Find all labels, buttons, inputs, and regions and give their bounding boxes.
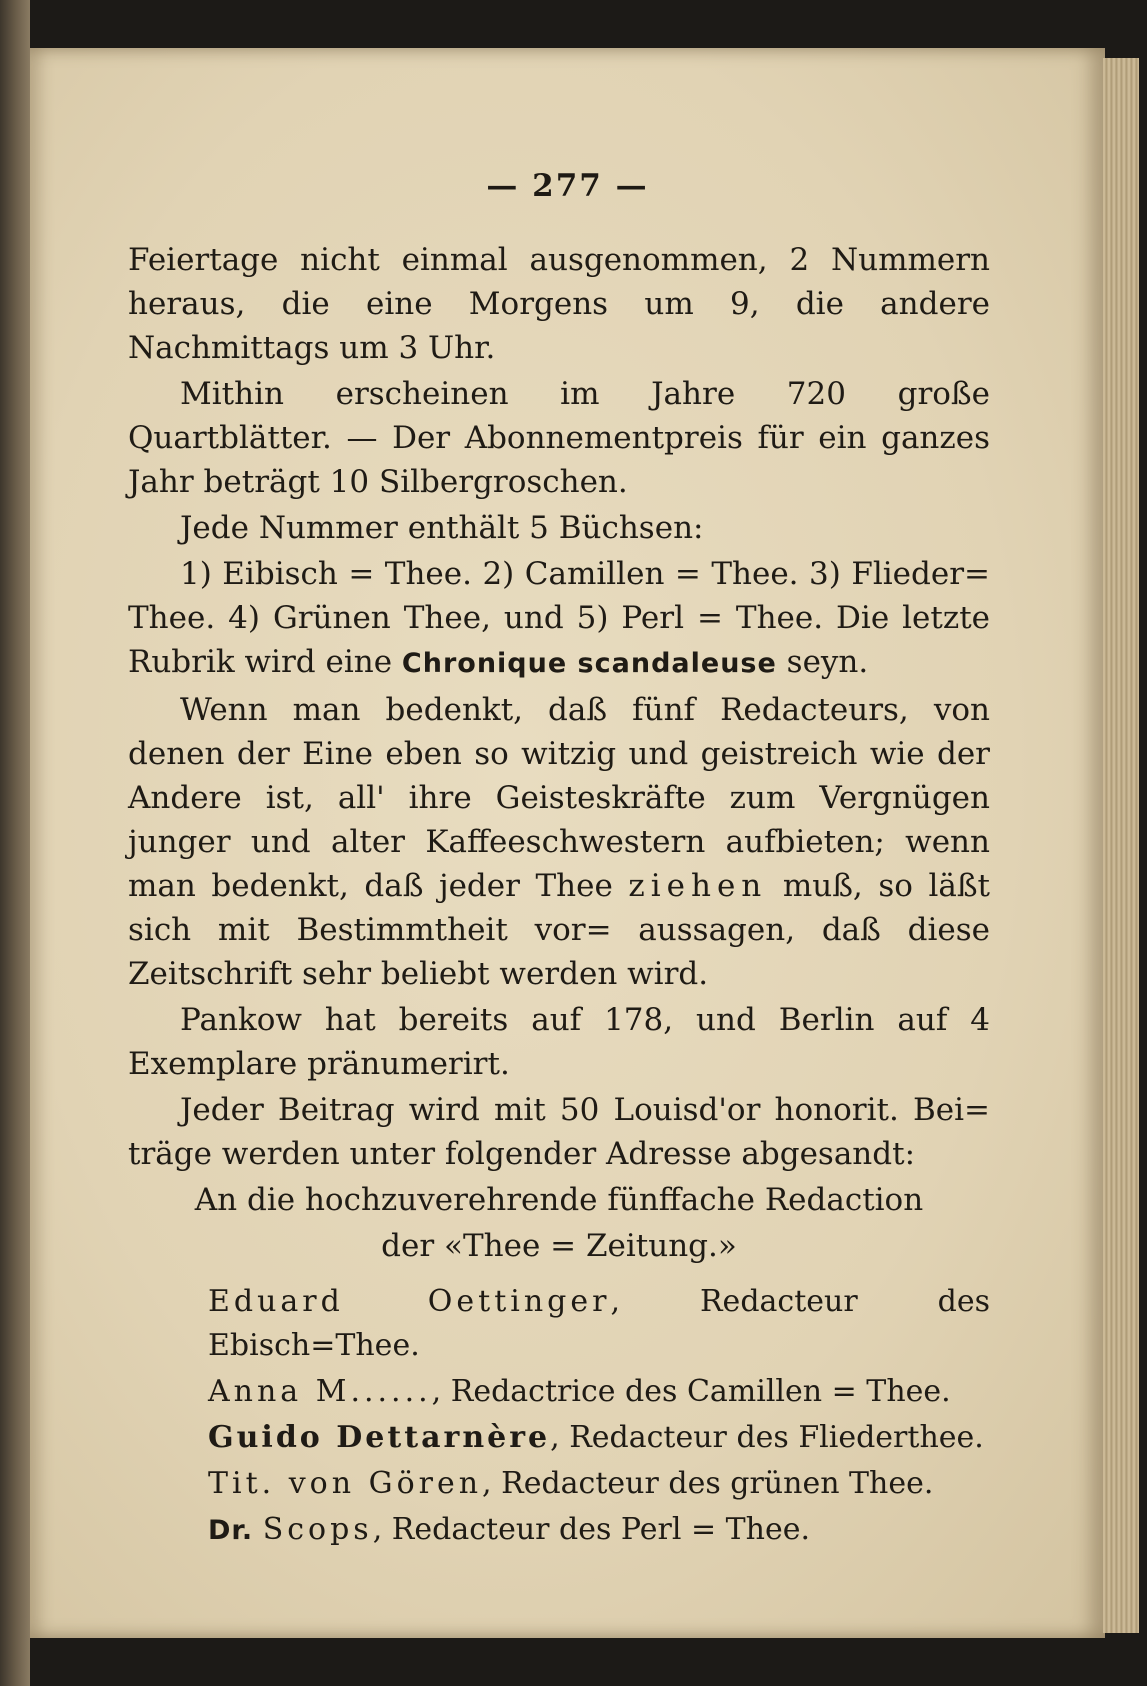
- paragraph: Jede Nummer enthält 5 Büchsen:: [180, 510, 704, 546]
- paragraph: Mithin erscheinen im Jahre 720 große Quartblätter. — Der Abonnementpreis für ein ganzes Jahr beträgt 10 Silbergroschen.: [128, 376, 990, 500]
- editor-line: [128, 1416, 990, 1460]
- paragraph: Jeder Beitrag wird mit 50 Louisd'or honorit. Bei= träge werden unter folgender Adresse abgesandt:: [128, 1092, 990, 1172]
- address-line: An die hochzuverehrende fünffache Redaction: [194, 1182, 924, 1218]
- paragraph: Feiertage nicht einmal ausgenommen, 2 Nummern heraus, die eine Morgens um 9, die andere Nachmittags um 3 Uhr.: [128, 242, 990, 366]
- editor-role: , Redacteur des grünen Thee.: [482, 1466, 934, 1501]
- address-line: der «Thee = Zeitung.»: [381, 1228, 737, 1264]
- paragraph: [128, 552, 990, 686]
- editor-line: [128, 1370, 990, 1414]
- book-cover-edge: [0, 0, 30, 1686]
- page-text: [128, 238, 990, 1555]
- paragraph-text: muß, so läßt sich mit Bestimmtheit vor= aussagen, daß diese Zeitschrift sehr beliebt werden wird.: [128, 868, 991, 992]
- editor-role: , Redactrice des Camillen = Thee.: [431, 1374, 951, 1409]
- editor-prefix: Dr.: [208, 1515, 254, 1546]
- paragraph-text: 1) Eibisch = Thee. 2) Camillen = Thee. 3) Flieder= Thee. 4) Grünen Thee, und 5) Perl = Thee. Die letzte Rubrik wird eine: [128, 556, 990, 680]
- editor-role: , Redacteur des Fliederthee.: [550, 1420, 984, 1455]
- editor-line: [128, 1508, 990, 1553]
- editor-role: , Redacteur des Ebisch=Thee.: [208, 1284, 990, 1363]
- editor-name: Tit. von Gören: [208, 1466, 483, 1501]
- book-page: [30, 48, 1105, 1638]
- editor-name: Anna M......: [208, 1374, 432, 1409]
- page-edges: [1103, 58, 1139, 1633]
- page-number: — 277 —: [486, 168, 649, 204]
- editor-name: Scops: [262, 1512, 373, 1547]
- editor-name: Eduard Oettinger: [208, 1284, 611, 1319]
- spaced-word: ziehen: [628, 868, 768, 904]
- editor-line: [128, 1462, 990, 1506]
- paragraph: [128, 688, 990, 996]
- editor-name: Guido Dettarnère: [208, 1420, 551, 1455]
- paragraph: Pankow hat bereits auf 178, und Berlin auf 4 Exemplare pränumerirt.: [128, 1002, 990, 1082]
- paragraph-text: Wenn man bedenkt, daß fünf Redacteurs, von denen der Eine eben so witzig und geistreich wie der Andere ist, all' ihre Geisteskräfte zum Vergnügen junger und alter Kaffeeschwestern aufbieten; wenn man bedenkt, daß jeder Thee: [128, 692, 990, 904]
- editor-line: [128, 1280, 990, 1368]
- latin-phrase: Chronique scandaleuse: [401, 648, 777, 679]
- editor-role: , Redacteur des Perl = Thee.: [372, 1512, 811, 1547]
- paragraph-text: seyn.: [786, 644, 869, 680]
